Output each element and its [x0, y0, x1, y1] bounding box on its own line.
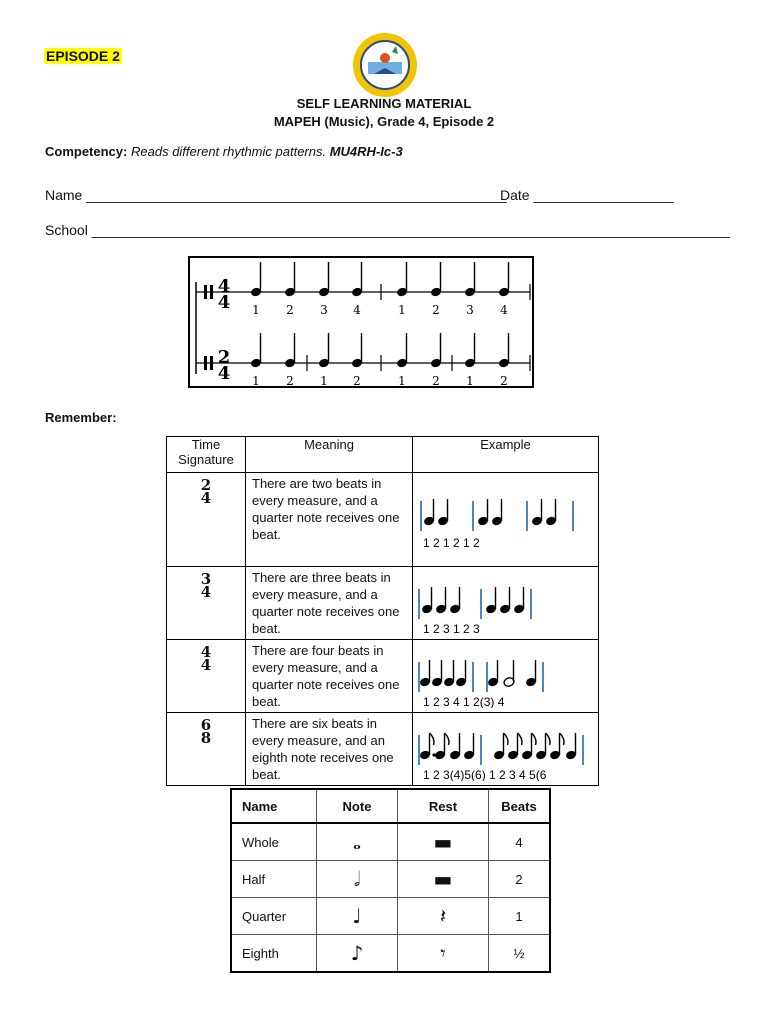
beat-count: 1 — [398, 303, 406, 317]
note-name: Whole — [231, 823, 317, 861]
rhythm-staff-figure — [188, 256, 534, 388]
header-beats: Beats — [489, 789, 551, 823]
beat-count: 2 — [286, 303, 294, 317]
quarter-note-icon: ♩ — [317, 898, 398, 935]
table-row — [231, 823, 550, 861]
beat-count: 3 — [466, 303, 474, 317]
whole-note-icon: 𝅝 — [317, 823, 398, 861]
school-field[interactable]: School __________________________________________________________________________________ — [45, 222, 731, 238]
example-counts: 1 2 3 1 2 3 — [423, 622, 480, 635]
beat-count: 2 — [353, 374, 361, 386]
time-signature: 4 4 — [167, 640, 246, 713]
eighth-note-icon: ♪ — [317, 935, 398, 973]
note-beats: 2 — [489, 861, 551, 898]
time-signature-table — [166, 436, 599, 786]
header-time-signature: Time Signature — [167, 437, 246, 473]
bottom-sig-num: 2 — [217, 347, 231, 368]
date-field[interactable]: Date __________________ — [500, 187, 674, 203]
remember-label: Remember: — [45, 410, 117, 425]
example-cell — [413, 473, 599, 567]
header-note: Note — [317, 789, 398, 823]
competency-text: Reads different rhythmic patterns. — [131, 144, 327, 159]
competency-label: Competency — [45, 144, 124, 159]
header-name: Name — [231, 789, 317, 823]
bottom-sig-den: 4 — [217, 363, 231, 384]
note-beats: ½ — [489, 935, 551, 973]
note-beats: 4 — [489, 823, 551, 861]
note-beats: 1 — [489, 898, 551, 935]
school-seal-logo — [352, 32, 418, 98]
example-cell — [413, 567, 599, 640]
beat-count: 1 — [398, 374, 406, 386]
time-signature: 6 8 — [167, 713, 246, 786]
table-row — [167, 640, 599, 713]
meaning-text: There are six beats in every measure, and an eighth note receives one beat. — [246, 713, 413, 786]
table-row — [231, 861, 550, 898]
example-counts: 1 2 3(4)5(6) 1 2 3 4 5(6 — [423, 768, 547, 781]
meaning-text: There are three beats in every measure, and a quarter note receives one beat. — [246, 567, 413, 640]
meaning-text: There are four beats in every measure, and a quarter note receives one beat. — [246, 640, 413, 713]
beat-count: 3 — [320, 303, 328, 317]
meaning-text: There are two beats in every measure, and a quarter note receives one beat. — [246, 473, 413, 567]
table-row — [167, 567, 599, 640]
table-row — [231, 898, 550, 935]
example-cell — [413, 640, 599, 713]
header-rest: Rest — [398, 789, 489, 823]
header-meaning: Meaning — [246, 437, 413, 473]
time-signature: 3 4 — [167, 567, 246, 640]
beat-count: 2 — [432, 303, 440, 317]
beat-count: 1 — [320, 374, 328, 386]
beat-count: 2 — [286, 374, 294, 386]
beat-count: 4 — [500, 303, 508, 317]
table-row — [167, 713, 599, 786]
name-field[interactable]: Name ______________________________________________________ — [45, 187, 507, 203]
whole-rest-icon: ▬ — [398, 823, 489, 861]
example-counts: 1 2 1 2 1 2 — [423, 536, 480, 550]
half-rest-icon: ▬ — [398, 861, 489, 898]
beat-count: 1 — [466, 374, 474, 386]
example-counts: 1 2 3 4 1 2(3) 4 — [423, 695, 505, 708]
table-row — [167, 473, 599, 567]
competency-line: Competency: Reads different rhythmic patterns. MU4RH-Ic-3 — [45, 144, 403, 159]
header-line2: MAPEH (Music), Grade 4, Episode 2 — [273, 114, 495, 129]
top-sig-num: 4 — [217, 276, 231, 297]
half-note-icon: 𝅗𝅥 — [317, 861, 398, 898]
note-name: Eighth — [231, 935, 317, 973]
beat-count: 1 — [252, 374, 260, 386]
beat-count: 4 — [353, 303, 361, 317]
table-row — [231, 935, 550, 973]
beat-count: 2 — [500, 374, 508, 386]
example-cell — [413, 713, 599, 786]
eighth-rest-icon: 𝄾 — [398, 935, 489, 973]
note-name: Quarter — [231, 898, 317, 935]
time-signature: 2 4 — [167, 473, 246, 567]
episode-badge: EPISODE 2 — [46, 48, 120, 64]
note-values-table — [230, 788, 551, 973]
top-sig-den: 4 — [217, 292, 231, 313]
header-example: Example — [413, 437, 599, 473]
beat-count: 1 — [252, 303, 260, 317]
competency-code: MU4RH-Ic-3 — [329, 144, 403, 159]
note-name: Half — [231, 861, 317, 898]
header-line1: SELF LEARNING MATERIAL — [296, 96, 472, 111]
quarter-rest-icon: 𝄽 — [398, 898, 489, 935]
beat-count: 2 — [432, 374, 440, 386]
